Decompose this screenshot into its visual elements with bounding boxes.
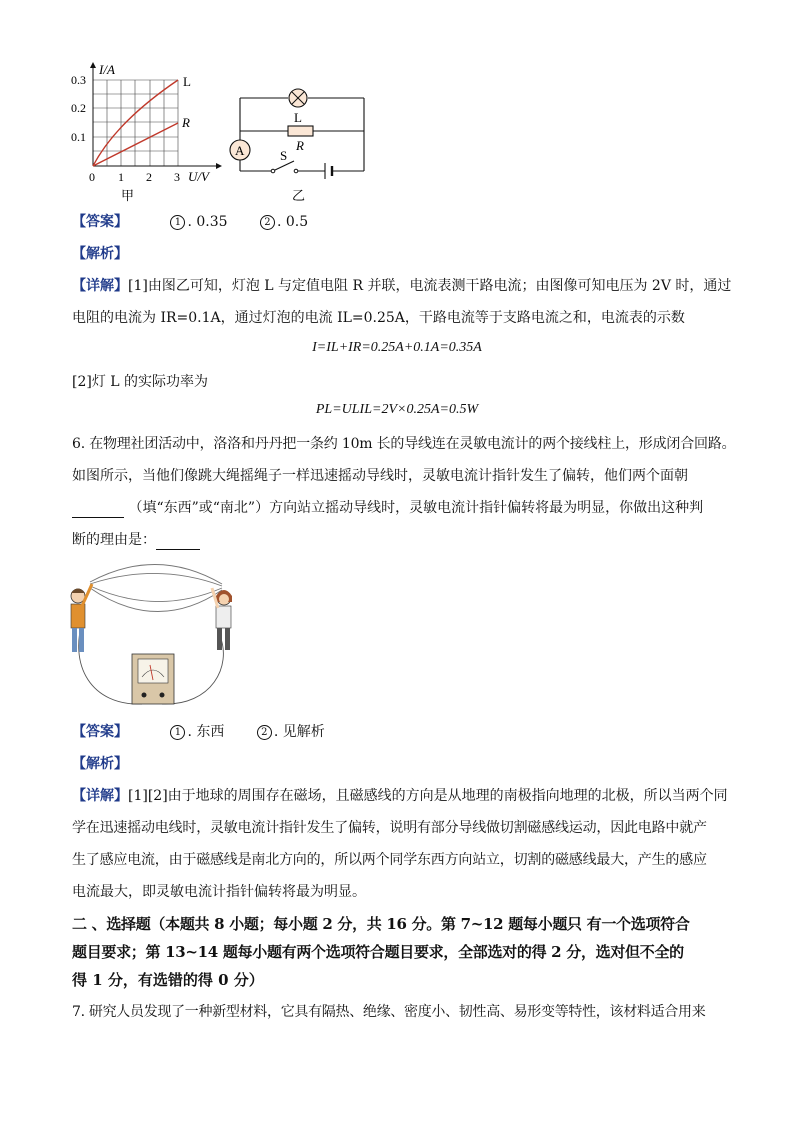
q6-stem-line4 [72, 530, 732, 550]
circled-number: 1 [170, 215, 185, 230]
circuit-diagram [222, 84, 382, 208]
lamp-icon [289, 89, 307, 107]
switch-label: S [280, 148, 288, 163]
resistor-icon [288, 126, 313, 136]
circled-number: 1 [170, 725, 185, 740]
y-axis-label: I/A [99, 62, 115, 77]
answer-1: . 东西 [187, 724, 225, 740]
answer-blank [72, 517, 124, 518]
answer-1: . 0.35 [187, 214, 228, 230]
q5-answer-row [72, 212, 732, 232]
student-right [212, 588, 232, 650]
stem-text: 断的理由是： [72, 532, 156, 548]
circled-number: 2 [257, 725, 272, 740]
rope-swinging-illustration [62, 556, 252, 714]
q7-stem-line1: 7. 研究人员发现了一种新型材料，它具有隔热、绝缘、密度小、韧性高、易形变等特性，该材料适合用来 [72, 1004, 706, 1020]
y-tick: 0.3 [71, 73, 86, 87]
detail-tag: 【详解】 [72, 788, 128, 804]
x-tick: 0 [89, 170, 95, 184]
galvanometer-icon [132, 654, 174, 704]
q6-answer-row [72, 722, 732, 742]
answer-blank [156, 549, 200, 550]
q5-detail-line2: 电阻的电流为 IR=0.1A，通过灯泡的电流 IL=0.25A，干路电流等于支路电流之和，电流表的示数 [72, 310, 685, 326]
curve-r [93, 123, 178, 166]
x-tick: 3 [174, 170, 180, 184]
x-tick: 2 [146, 170, 152, 184]
detail-text: [1][2]由于地球的周围存在磁场，且磁感线的方向是从地理的南极指向地理的北极，所以当两个同 [128, 788, 728, 804]
detail-tag: 【详解】 [72, 278, 128, 294]
answer-tag: 【答案】 [72, 724, 128, 740]
student-left [71, 584, 92, 652]
x-tick: 1 [118, 170, 124, 184]
answer-tag: 【答案】 [72, 214, 128, 230]
q6-stem-line1: 6. 在物理社团活动中，洛洛和丹丹把一条约 10m 长的导线连在灵敏电流计的两个接线柱上，形成闭合回路。 [72, 436, 736, 452]
lamp-label: L [294, 110, 302, 125]
q5-formula-1: I=IL+IR=0.25A+0.1A=0.35A [312, 340, 482, 355]
q6-stem-line3 [72, 498, 732, 518]
section2-line1: 二 、选择题（本题共 8 小题；每小题 2 分，共 16 分。第 7~12 题每小题只 有一个选项符合 [72, 915, 690, 933]
ammeter-icon [230, 140, 250, 160]
section2-line3: 得 1 分，有选错的得 0 分） [72, 971, 264, 989]
q6-detail-line1 [72, 786, 732, 806]
q6-detail-line3: 生了感应电流，由于磁感线是南北方向的，所以两个同学东西方向站立，切割的磁感线最大，产生的感应 [72, 852, 707, 868]
circled-number: 2 [260, 215, 275, 230]
q6-detail-line4: 电流最大，即灵敏电流计指针偏转将最为明显。 [72, 884, 366, 900]
q6-stem-line2: 如图所示，当他们像跳大绳摇绳子一样迅速摇动导线时，灵敏电流计指针发生了偏转，他们两个面朝 [72, 468, 688, 484]
graph-caption: 甲 [121, 188, 135, 203]
detail-text: [1]由图乙可知，灯泡 L 与定值电阻 R 并联，电流表测干路电流；由图像可知电压为 2V 时，通过 [128, 278, 732, 294]
answer-2: . 见解析 [273, 724, 325, 740]
q5-detail-line1 [72, 276, 732, 296]
answer-2: . 0.5 [276, 214, 309, 230]
x-axis-label: U/V [188, 169, 209, 184]
curve-l [93, 80, 178, 166]
y-tick: 0.1 [71, 130, 86, 144]
y-tick: 0.2 [71, 101, 86, 115]
ammeter-label: A [235, 143, 245, 158]
resistor-label: R [296, 138, 304, 153]
stem-text: （填“东西”或“南北”）方向站立摇动导线时，灵敏电流计指针偏转将最为明显，你做出这种判 [128, 500, 704, 516]
section2-line2: 题目要求；第 13~14 题每小题有两个选项符合题目要求，全部选对的得 2 分，选对但不全的 [72, 943, 684, 961]
iu-graph [66, 60, 226, 208]
battery-icon [325, 163, 332, 179]
q6-analysis-tag: 【解析】 [72, 756, 128, 772]
q5-formula-2: PL=ULIL=2V×0.25A=0.5W [315, 402, 479, 417]
curve-r-label: R [182, 115, 190, 130]
switch-contact [271, 169, 275, 173]
q6-detail-line2: 学在迅速摇动电线时，灵敏电流计指针发生了偏转，说明有部分导线做切割磁感线运动，因此电路中就产 [72, 820, 707, 836]
switch-contact [294, 169, 298, 173]
curve-l-label: L [183, 74, 191, 89]
q5-analysis-tag: 【解析】 [72, 246, 128, 262]
q5-detail-line3: [2]灯 L 的实际功率为 [72, 374, 209, 390]
circuit-caption: 乙 [292, 188, 306, 203]
